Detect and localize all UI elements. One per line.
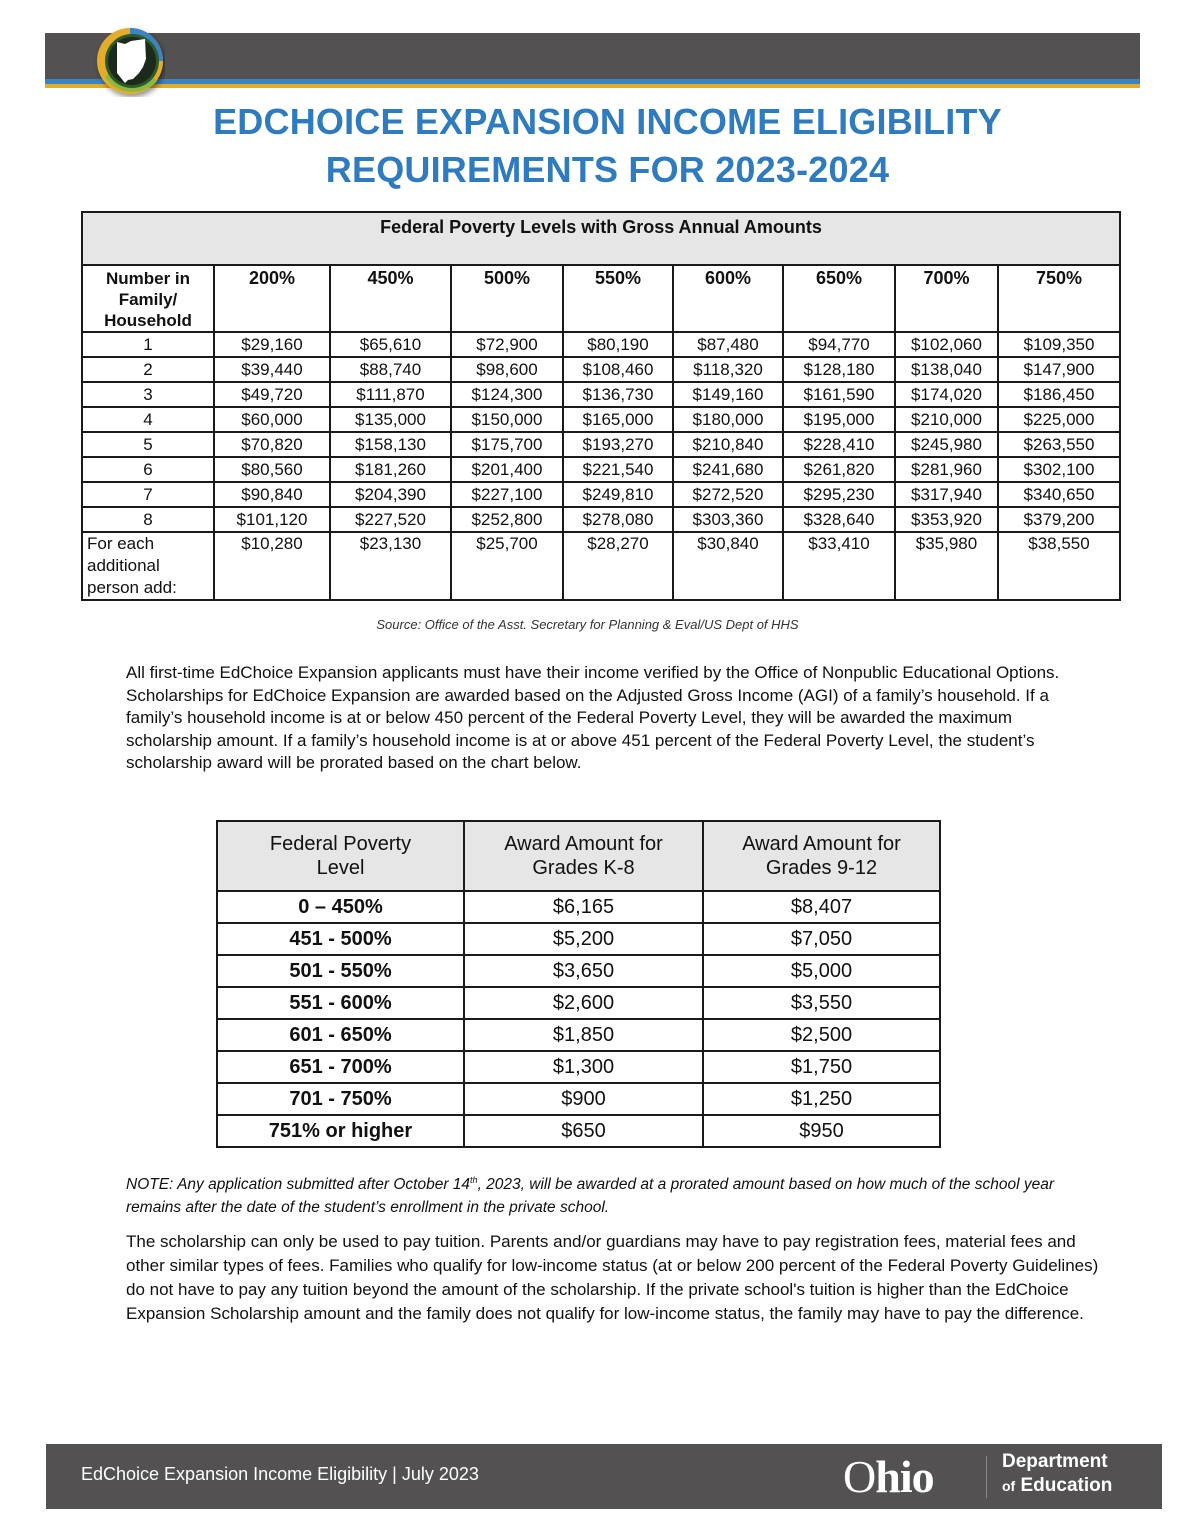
proration-note: NOTE: Any application submitted after October 14th, 2023, will be awarded at a prorated amount based on how much of the school year remains after the date of the student’s enrollment in the private school. — [126, 1175, 1054, 1217]
footer-divider — [986, 1456, 987, 1498]
award-header-row — [217, 821, 940, 891]
table-source-note: Source: Office of the Asst. Secretary for Planning & Eval/US Dept of HHS — [376, 617, 799, 632]
fpl-header-row — [82, 265, 1120, 332]
table-row: 8 $101,120 $227,520 $252,800 $278,080 $303,360 $328,640 $353,920 $379,200 — [82, 507, 1120, 532]
table-row: 4 $60,000 $135,000 $150,000 $165,000 $180,000 $195,000 $210,000 $225,000 — [82, 407, 1120, 432]
table-row: 601 - 650% $1,850 $2,500 — [217, 1019, 940, 1051]
ohio-logo-icon — [95, 25, 165, 97]
table-row: 501 - 550% $3,650 $5,000 — [217, 955, 940, 987]
household-size-header: Number in Family/ Household — [82, 265, 214, 332]
ohio-wordmark-logo: Ohio — [843, 1451, 934, 1502]
table-row: 3 $49,720 $111,870 $124,300 $136,730 $149,160 $161,590 $174,020 $186,450 — [82, 382, 1120, 407]
table-row: 5 $70,820 $158,130 $175,700 $193,270 $210,840 $228,410 $245,980 $263,550 — [82, 432, 1120, 457]
table-row: 651 - 700% $1,300 $1,750 — [217, 1051, 940, 1083]
fpl-level-header: Federal Poverty Level — [217, 821, 464, 891]
tuition-paragraph: The scholarship can only be used to pay tuition. Parents and/or guardians may have to pay registration fees, material fees and other similar types of fees. Families who qualify for low-income status (at or below 200 percent of the Federal Poverty Guidelines) do not have to pay any tuition beyond the amount of the scholarship. If the private school's tuition is higher than the EdChoice Expansion Scholarship amount and the family does not qualify for low-income status, the family may have to pay the difference. — [126, 1232, 1099, 1323]
912-award-header: Award Amount for Grades 9-12 — [703, 821, 940, 891]
column-header: 200% — [214, 265, 330, 332]
column-header: 450% — [330, 265, 451, 332]
column-header: 750% — [998, 265, 1120, 332]
banner-bar — [45, 33, 1140, 79]
additional-person-row: For each additional person add: $10,280 $23,130 $25,700 $28,270 $30,840 $33,410 $35,980 $38,550 — [82, 532, 1120, 600]
table-row: 7 $90,840 $204,390 $227,100 $249,810 $272,520 $295,230 $317,940 $340,650 — [82, 482, 1120, 507]
table-row: 6 $80,560 $181,260 $201,400 $221,540 $241,680 $261,820 $281,960 $302,100 — [82, 457, 1120, 482]
fpl-table-caption: Federal Poverty Levels with Gross Annual Amounts — [82, 212, 1120, 265]
column-header: 700% — [895, 265, 998, 332]
table-row: 0 – 450% $6,165 $8,407 — [217, 891, 940, 923]
fpl-table — [81, 211, 1121, 601]
page-title — [0, 98, 1187, 194]
k8-award-header: Award Amount for Grades K-8 — [464, 821, 703, 891]
award-table — [216, 820, 941, 1148]
column-header: 550% — [563, 265, 673, 332]
table-row: 701 - 750% $900 $1,250 — [217, 1083, 940, 1115]
title-line-1: EDCHOICE EXPANSION INCOME ELIGIBILITY — [213, 101, 1002, 142]
footer-bar — [46, 1444, 1162, 1509]
eligibility-paragraph: All first-time EdChoice Expansion applicants must have their income verified by the Office of Nonpublic Educational Options. Scholarships for EdChoice Expansion are awarded based on the Adjusted Gross Income (AGI) of a family’s household. If a family’s household income is at or below 450 percent of the Federal Poverty Level, they will be awarded the maximum scholarship amount. If a family’s household income is at or above 451 percent of the Federal Poverty Level, the student’s scholarship award will be prorated based on the chart below. — [126, 663, 1060, 772]
table-row: 551 - 600% $2,600 $3,550 — [217, 987, 940, 1019]
title-line-2: REQUIREMENTS FOR 2023-2024 — [325, 149, 890, 190]
department-of-education-label: Department of Education — [1002, 1451, 1113, 1496]
table-row: 751% or higher $650 $950 — [217, 1115, 940, 1147]
column-header: 600% — [673, 265, 783, 332]
additional-person-label: For each additional person add: — [82, 532, 214, 600]
footer-text: EdChoice Expansion Income Eligibility | July 2023 — [81, 1464, 479, 1484]
column-header: 500% — [451, 265, 563, 332]
banner-gold-stripe — [45, 84, 1140, 88]
table-row: 451 - 500% $5,200 $7,050 — [217, 923, 940, 955]
header-banner — [45, 33, 1140, 88]
table-row: 2 $39,440 $88,740 $98,600 $108,460 $118,320 $128,180 $138,040 $147,900 — [82, 357, 1120, 382]
table-row: 1 $29,160 $65,610 $72,900 $80,190 $87,480 $94,770 $102,060 $109,350 — [82, 332, 1120, 357]
column-header: 650% — [783, 265, 895, 332]
